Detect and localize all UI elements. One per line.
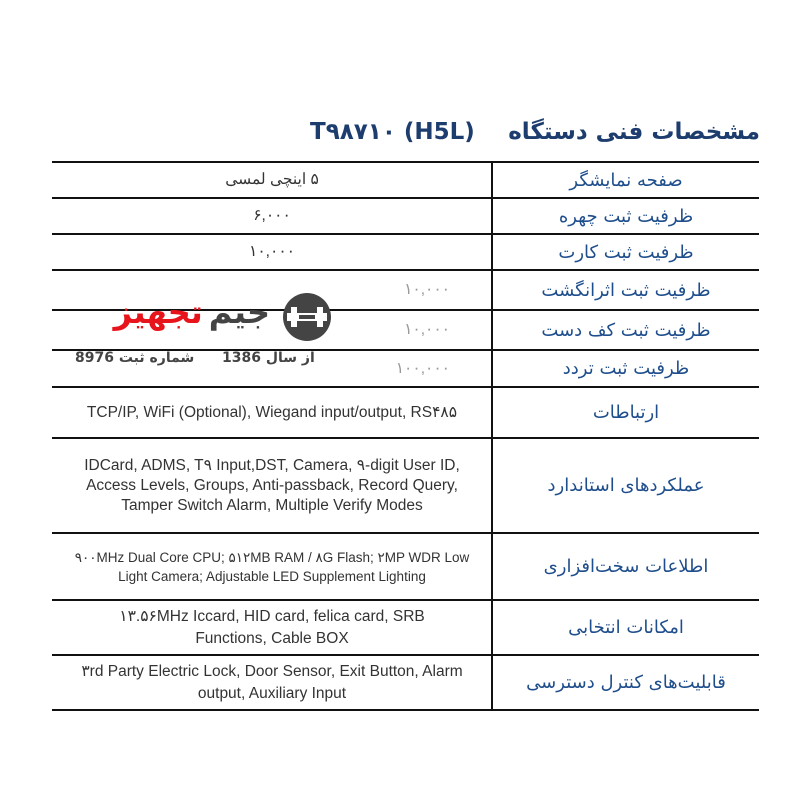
row-value: TCP/IP, WiFi (Optional), Wiegand input/output, RS۴۸۵ <box>86 403 458 421</box>
row-label: ارتباطات <box>592 402 660 423</box>
column-divider <box>491 162 493 710</box>
row-label: ظرفیت ثبت کارت <box>558 241 694 263</box>
row-value: IDCard, ADMS, T۹ Input,DST, Camera, ۹-digit User ID, Access Levels, Groups, Anti-passback, Record Query, Tamper Switch Alarm, Multiple Verify Modes <box>84 456 460 514</box>
model-name: T۹۸۷۱۰ (H5L) <box>310 119 475 145</box>
row-value: ۱۰,۰۰۰ <box>404 321 450 338</box>
logo-since: از سال 1386 <box>222 350 315 366</box>
row-label: ظرفیت ثبت تردد <box>562 358 690 379</box>
logo-name-part1: جیم <box>208 293 270 331</box>
row-value: ۵ اینچی لمسی <box>225 171 319 188</box>
row-value: ۹۰۰MHz Dual Core CPU; ۵۱۲MB RAM / ۸G Flash; ۲MP WDR Low Light Camera; Adjustable LED Supplement Lighting <box>74 549 470 584</box>
row-label: اطلاعات سخت‌افزاری <box>543 556 709 577</box>
page-title <box>310 112 760 152</box>
dumbbell-emblem-icon <box>282 292 332 342</box>
logo-registration: شماره ثبت 8976 <box>75 350 195 366</box>
row-label: ظرفیت ثبت کف دست <box>541 319 711 341</box>
logo-name <box>70 292 270 332</box>
row-value: ۳rd Party Electric Lock, Door Sensor, Exit Button, Alarm output, Auxiliary Input <box>81 662 463 702</box>
row-label: ظرفیت ثبت چهره <box>558 205 694 227</box>
row-value: ۱۰۰,۰۰۰ <box>395 359 450 377</box>
row-value: ۱۳.۵۶MHz Iccard, HID card, felica card, SRB Functions, Cable BOX <box>119 607 425 647</box>
row-value: ۱۰,۰۰۰ <box>249 243 295 260</box>
row-label: امکانات انتخابی <box>568 617 684 638</box>
row-label: ظرفیت ثبت اثرانگشت <box>541 279 711 301</box>
row-value: ۱۰,۰۰۰ <box>404 281 450 298</box>
row-divider <box>52 709 759 711</box>
row-label: قابلیت‌های کنترل دسترسی <box>526 672 726 693</box>
watermark-logo <box>70 290 340 375</box>
row-label: عملکردهای استاندارد <box>547 475 705 496</box>
title-text: مشخصات فنی دستگاه <box>508 119 760 145</box>
row-value: ۶,۰۰۰ <box>253 207 291 224</box>
logo-name-part2: تجهیز <box>113 293 203 331</box>
row-label: صفحه نمایشگر <box>569 169 683 191</box>
